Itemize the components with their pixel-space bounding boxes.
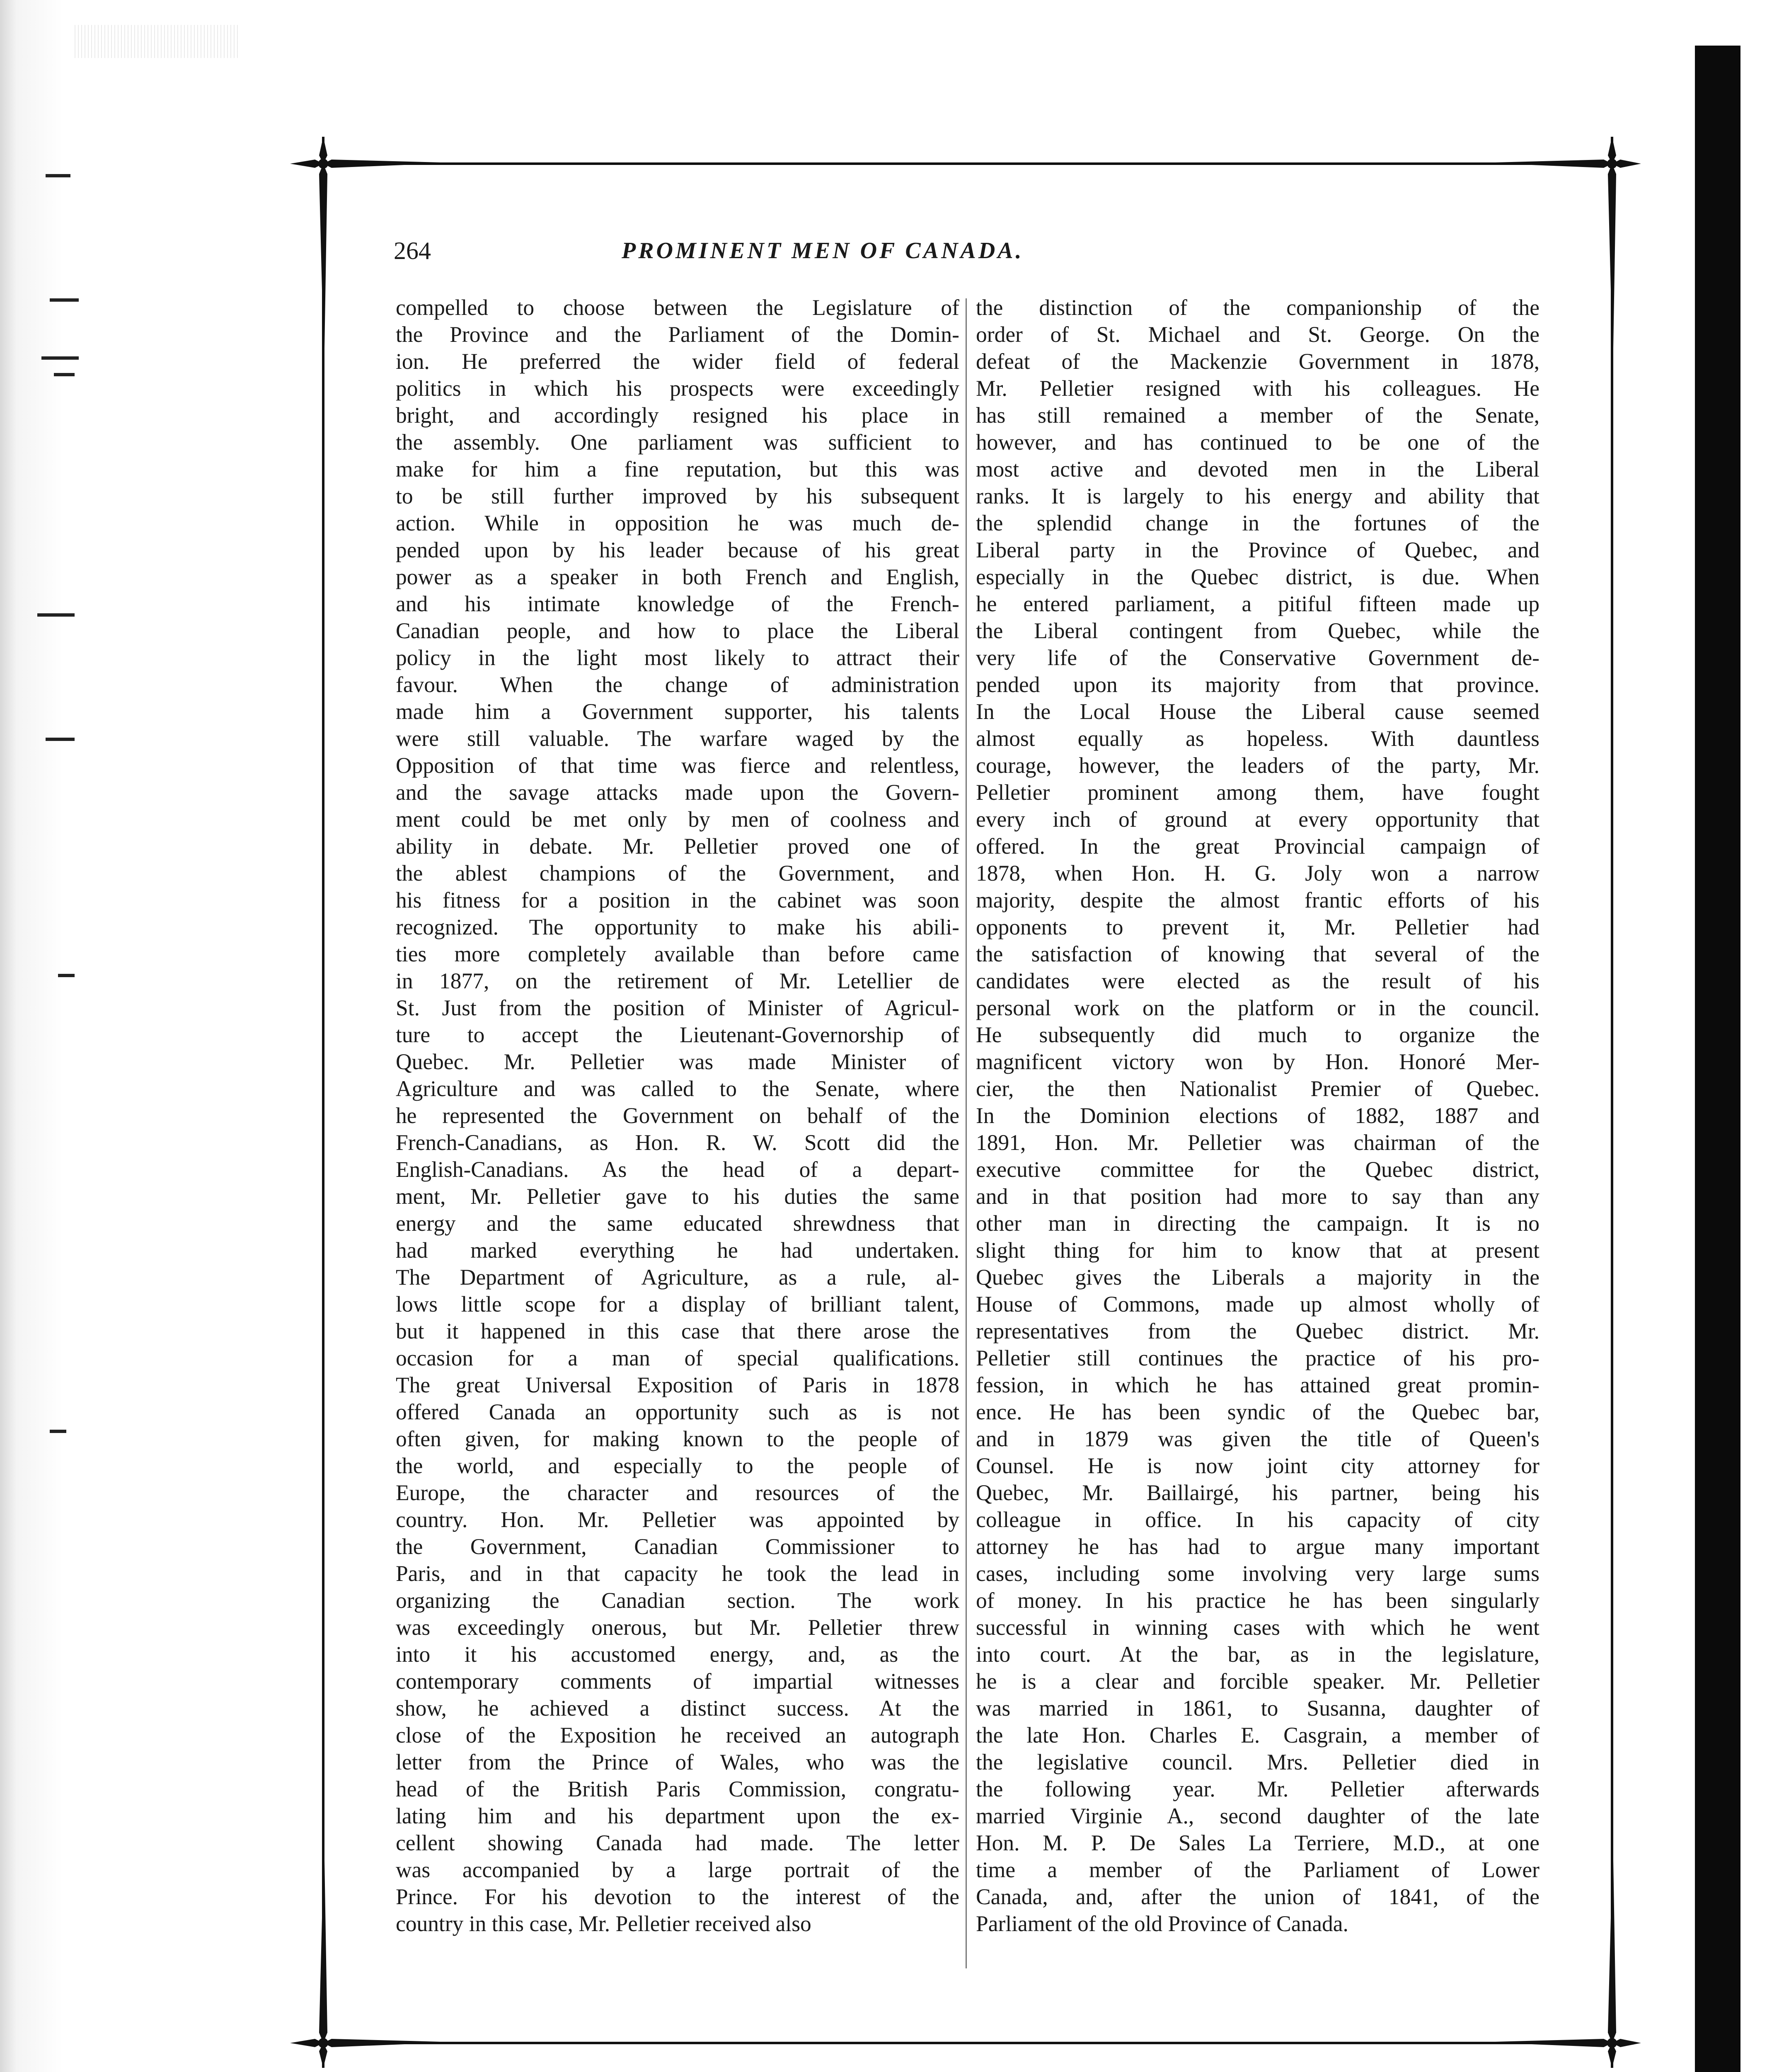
text-line: and the savage attacks made upon the Govern- xyxy=(396,780,959,805)
text-line: 1878, when Hon. H. G. Joly won a narrow xyxy=(976,861,1540,886)
text-line: In the Local House the Liberal cause seemed xyxy=(976,699,1540,724)
text-line: he entered parliament, a pitiful fifteen made up xyxy=(976,591,1540,616)
text-line: into court. At the bar, as in the legislature, xyxy=(976,1642,1540,1667)
text-line: was accompanied by a large portrait of the xyxy=(396,1857,959,1882)
text-line: Opposition of that time was fierce and relentless, xyxy=(396,753,959,778)
text-line: Pelletier still continues the practice of his pro- xyxy=(976,1346,1540,1370)
text-line: close of the Exposition he received an autograph xyxy=(396,1723,959,1748)
text-line: bright, and accordingly resigned his place in xyxy=(396,403,959,428)
text-line: and his intimate knowledge of the French- xyxy=(396,591,959,616)
text-line: cier, the then Nationalist Premier of Quebec. xyxy=(976,1076,1540,1101)
text-line: personal work on the platform or in the council. xyxy=(976,995,1540,1020)
text-line: was married in 1861, to Susanna, daughter of xyxy=(976,1696,1540,1721)
text-line: ence. He has been syndic of the Quebec bar, xyxy=(976,1399,1540,1424)
text-line: executive committee for the Quebec district, xyxy=(976,1157,1540,1182)
text-line: ties more completely available than before came xyxy=(396,942,959,966)
text-line: action. While in opposition he was much de- xyxy=(396,511,959,535)
text-line: country. Hon. Mr. Pelletier was appointed by xyxy=(396,1507,959,1532)
text-line: defeat of the Mackenzie Government in 1878, xyxy=(976,349,1540,374)
column-divider xyxy=(966,298,967,1968)
text-line: contemporary comments of impartial witnesses xyxy=(396,1669,959,1694)
text-line: pended upon by his leader because of his great xyxy=(396,537,959,562)
text-line: he is a clear and forcible speaker. Mr. Pelletier xyxy=(976,1669,1540,1694)
text-line: The Department of Agriculture, as a rule, al- xyxy=(396,1265,959,1290)
text-line: lows little scope for a display of brilliant talent, xyxy=(396,1292,959,1317)
text-line: occasion for a man of special qualifications. xyxy=(396,1346,959,1370)
text-line: Agriculture and was called to the Senate, where xyxy=(396,1076,959,1101)
text-line: ment could be met only by men of coolness and xyxy=(396,807,959,832)
text-line: offered. In the great Provincial campaign of xyxy=(976,834,1540,859)
text-line: cases, including some involving very large sums xyxy=(976,1561,1540,1586)
text-line: order of St. Michael and St. George. On the xyxy=(976,322,1540,347)
text-line: to be still further improved by his subsequent xyxy=(396,484,959,508)
text-line: most active and devoted men in the Liberal xyxy=(976,457,1540,482)
text-line: Europe, the character and resources of the xyxy=(396,1480,959,1505)
text-line: energy and the same educated shrewdness that xyxy=(396,1211,959,1236)
text-line: House of Commons, made up almost wholly of xyxy=(976,1292,1540,1317)
text-line: he represented the Government on behalf of the xyxy=(396,1103,959,1128)
text-line: Canada, and, after the union of 1841, of the xyxy=(976,1884,1540,1909)
text-line: show, he achieved a distinct success. At the xyxy=(396,1696,959,1721)
text-line: the Liberal contingent from Quebec, while the xyxy=(976,618,1540,643)
text-line: every inch of ground at every opportunity that xyxy=(976,807,1540,832)
text-line: very life of the Conservative Government de- xyxy=(976,645,1540,670)
text-line: 1891, Hon. Mr. Pelletier was chairman of the xyxy=(976,1130,1540,1155)
text-line: The great Universal Exposition of Paris in 1878 xyxy=(396,1372,959,1397)
text-line: of money. In his practice he has been singularly xyxy=(976,1588,1540,1613)
text-line: the late Hon. Charles E. Casgrain, a member of xyxy=(976,1723,1540,1748)
text-line: the ablest champions of the Government, and xyxy=(396,861,959,886)
text-line: in 1877, on the retirement of Mr. Letellier de xyxy=(396,968,959,993)
text-line: and in that position had more to say than any xyxy=(976,1184,1540,1209)
text-line: candidates were elected as the result of his xyxy=(976,968,1540,993)
text-line: the legislative council. Mrs. Pelletier died in xyxy=(976,1750,1540,1774)
text-line: Parliament of the old Province of Canada. xyxy=(976,1911,1348,1936)
text-line: but it happened in this case that there arose the xyxy=(396,1319,959,1343)
text-line: into it his accustomed energy, and, as the xyxy=(396,1642,959,1667)
text-line: almost equally as hopeless. With dauntless xyxy=(976,726,1540,751)
text-line: the splendid change in the fortunes of the xyxy=(976,511,1540,535)
text-line: Counsel. He is now joint city attorney for xyxy=(976,1453,1540,1478)
text-line: was exceedingly onerous, but Mr. Pelletier threw xyxy=(396,1615,959,1640)
text-line: cellent showing Canada had made. The letter xyxy=(396,1830,959,1855)
text-line: make for him a fine reputation, but this was xyxy=(396,457,959,482)
text-line: compelled to choose between the Legislature of xyxy=(396,295,959,320)
text-line: pended upon its majority from that province. xyxy=(976,672,1540,697)
text-line: were still valuable. The warfare waged by the xyxy=(396,726,959,751)
text-line: Liberal party in the Province of Quebec, and xyxy=(976,537,1540,562)
text-line: In the Dominion elections of 1882, 1887 and xyxy=(976,1103,1540,1128)
text-line: slight thing for him to know that at present xyxy=(976,1238,1540,1263)
text-line: made him a Government supporter, his talents xyxy=(396,699,959,724)
text-line: the world, and especially to the people of xyxy=(396,1453,959,1478)
text-line: St. Just from the position of Minister of Agricul- xyxy=(396,995,959,1020)
text-line: majority, despite the almost frantic efforts of his xyxy=(976,888,1540,913)
text-line: opponents to prevent it, Mr. Pelletier had xyxy=(976,915,1540,939)
text-line: the following year. Mr. Pelletier afterwards xyxy=(976,1777,1540,1801)
text-line: the assembly. One parliament was sufficient to xyxy=(396,430,959,455)
text-line: married Virginie A., second daughter of the late xyxy=(976,1803,1540,1828)
text-line: the Government, Canadian Commissioner to xyxy=(396,1534,959,1559)
text-line: Prince. For his devotion to the interest of the xyxy=(396,1884,959,1909)
text-line: successful in winning cases with which he went xyxy=(976,1615,1540,1640)
text-line: power as a speaker in both French and English, xyxy=(396,564,959,589)
text-line: country in this case, Mr. Pelletier received also xyxy=(396,1911,811,1936)
text-line: Hon. M. P. De Sales La Terriere, M.D., at one xyxy=(976,1830,1540,1855)
text-line: English-Canadians. As the head of a depart- xyxy=(396,1157,959,1182)
text-line: head of the British Paris Commission, congratu- xyxy=(396,1777,959,1801)
text-line: the Province and the Parliament of the Domin- xyxy=(396,322,959,347)
text-line: representatives from the Quebec district. Mr. xyxy=(976,1319,1540,1343)
text-line: has still remained a member of the Senate, xyxy=(976,403,1540,428)
text-line: Mr. Pelletier resigned with his colleagues. He xyxy=(976,376,1540,401)
text-line: Canadian people, and how to place the Liberal xyxy=(396,618,959,643)
text-line: fession, in which he has attained great promin- xyxy=(976,1372,1540,1397)
text-line: however, and has continued to be one of the xyxy=(976,430,1540,455)
left-text-column xyxy=(396,294,959,1937)
text-line: favour. When the change of administration xyxy=(396,672,959,697)
text-line: courage, however, the leaders of the party, Mr. xyxy=(976,753,1540,778)
text-line: his fitness for a position in the cabinet was soon xyxy=(396,888,959,913)
text-line: politics in which his prospects were exceedingly xyxy=(396,376,959,401)
text-line: letter from the Prince of Wales, who was the xyxy=(396,1750,959,1774)
text-line: Pelletier prominent among them, have fought xyxy=(976,780,1540,805)
text-line: ion. He preferred the wider field of federal xyxy=(396,349,959,374)
text-line: Quebec, Mr. Baillairgé, his partner, being his xyxy=(976,1480,1540,1505)
text-line: attorney he has had to argue many important xyxy=(976,1534,1540,1559)
text-line: colleague in office. In his capacity of city xyxy=(976,1507,1540,1532)
text-line: time a member of the Parliament of Lower xyxy=(976,1857,1540,1882)
text-line: offered Canada an opportunity such as is not xyxy=(396,1399,959,1424)
text-line: French-Canadians, as Hon. R. W. Scott did the xyxy=(396,1130,959,1155)
text-line: policy in the light most likely to attract their xyxy=(396,645,959,670)
right-text-column xyxy=(976,294,1540,1937)
text-line: Quebec gives the Liberals a majority in the xyxy=(976,1265,1540,1290)
page-number: 264 xyxy=(394,237,431,264)
text-line: especially in the Quebec district, is due. When xyxy=(976,564,1540,589)
text-line: ture to accept the Lieutenant-Governorship of xyxy=(396,1022,959,1047)
text-line: ranks. It is largely to his energy and ability that xyxy=(976,484,1540,508)
text-line: the satisfaction of knowing that several of the xyxy=(976,942,1540,966)
text-line: ability in debate. Mr. Pelletier proved one of xyxy=(396,834,959,859)
text-line: and in 1879 was given the title of Queen's xyxy=(976,1426,1540,1451)
text-line: the distinction of the companionship of the xyxy=(976,295,1540,320)
text-line: other man in directing the campaign. It is no xyxy=(976,1211,1540,1236)
text-line: magnificent victory won by Hon. Honoré Mer- xyxy=(976,1049,1540,1074)
text-line: lating him and his department upon the ex- xyxy=(396,1803,959,1828)
text-line: He subsequently did much to organize the xyxy=(976,1022,1540,1047)
text-line: Quebec. Mr. Pelletier was made Minister of xyxy=(396,1049,959,1074)
text-line: ment, Mr. Pelletier gave to his duties the same xyxy=(396,1184,959,1209)
running-head: PROMINENT MEN OF CANADA. xyxy=(622,238,1024,264)
text-line: organizing the Canadian section. The work xyxy=(396,1588,959,1613)
text-line: often given, for making known to the people of xyxy=(396,1426,959,1451)
text-line: Paris, and in that capacity he took the lead in xyxy=(396,1561,959,1586)
text-line: had marked everything he had undertaken. xyxy=(396,1238,959,1263)
text-line: recognized. The opportunity to make his abili- xyxy=(396,915,959,939)
